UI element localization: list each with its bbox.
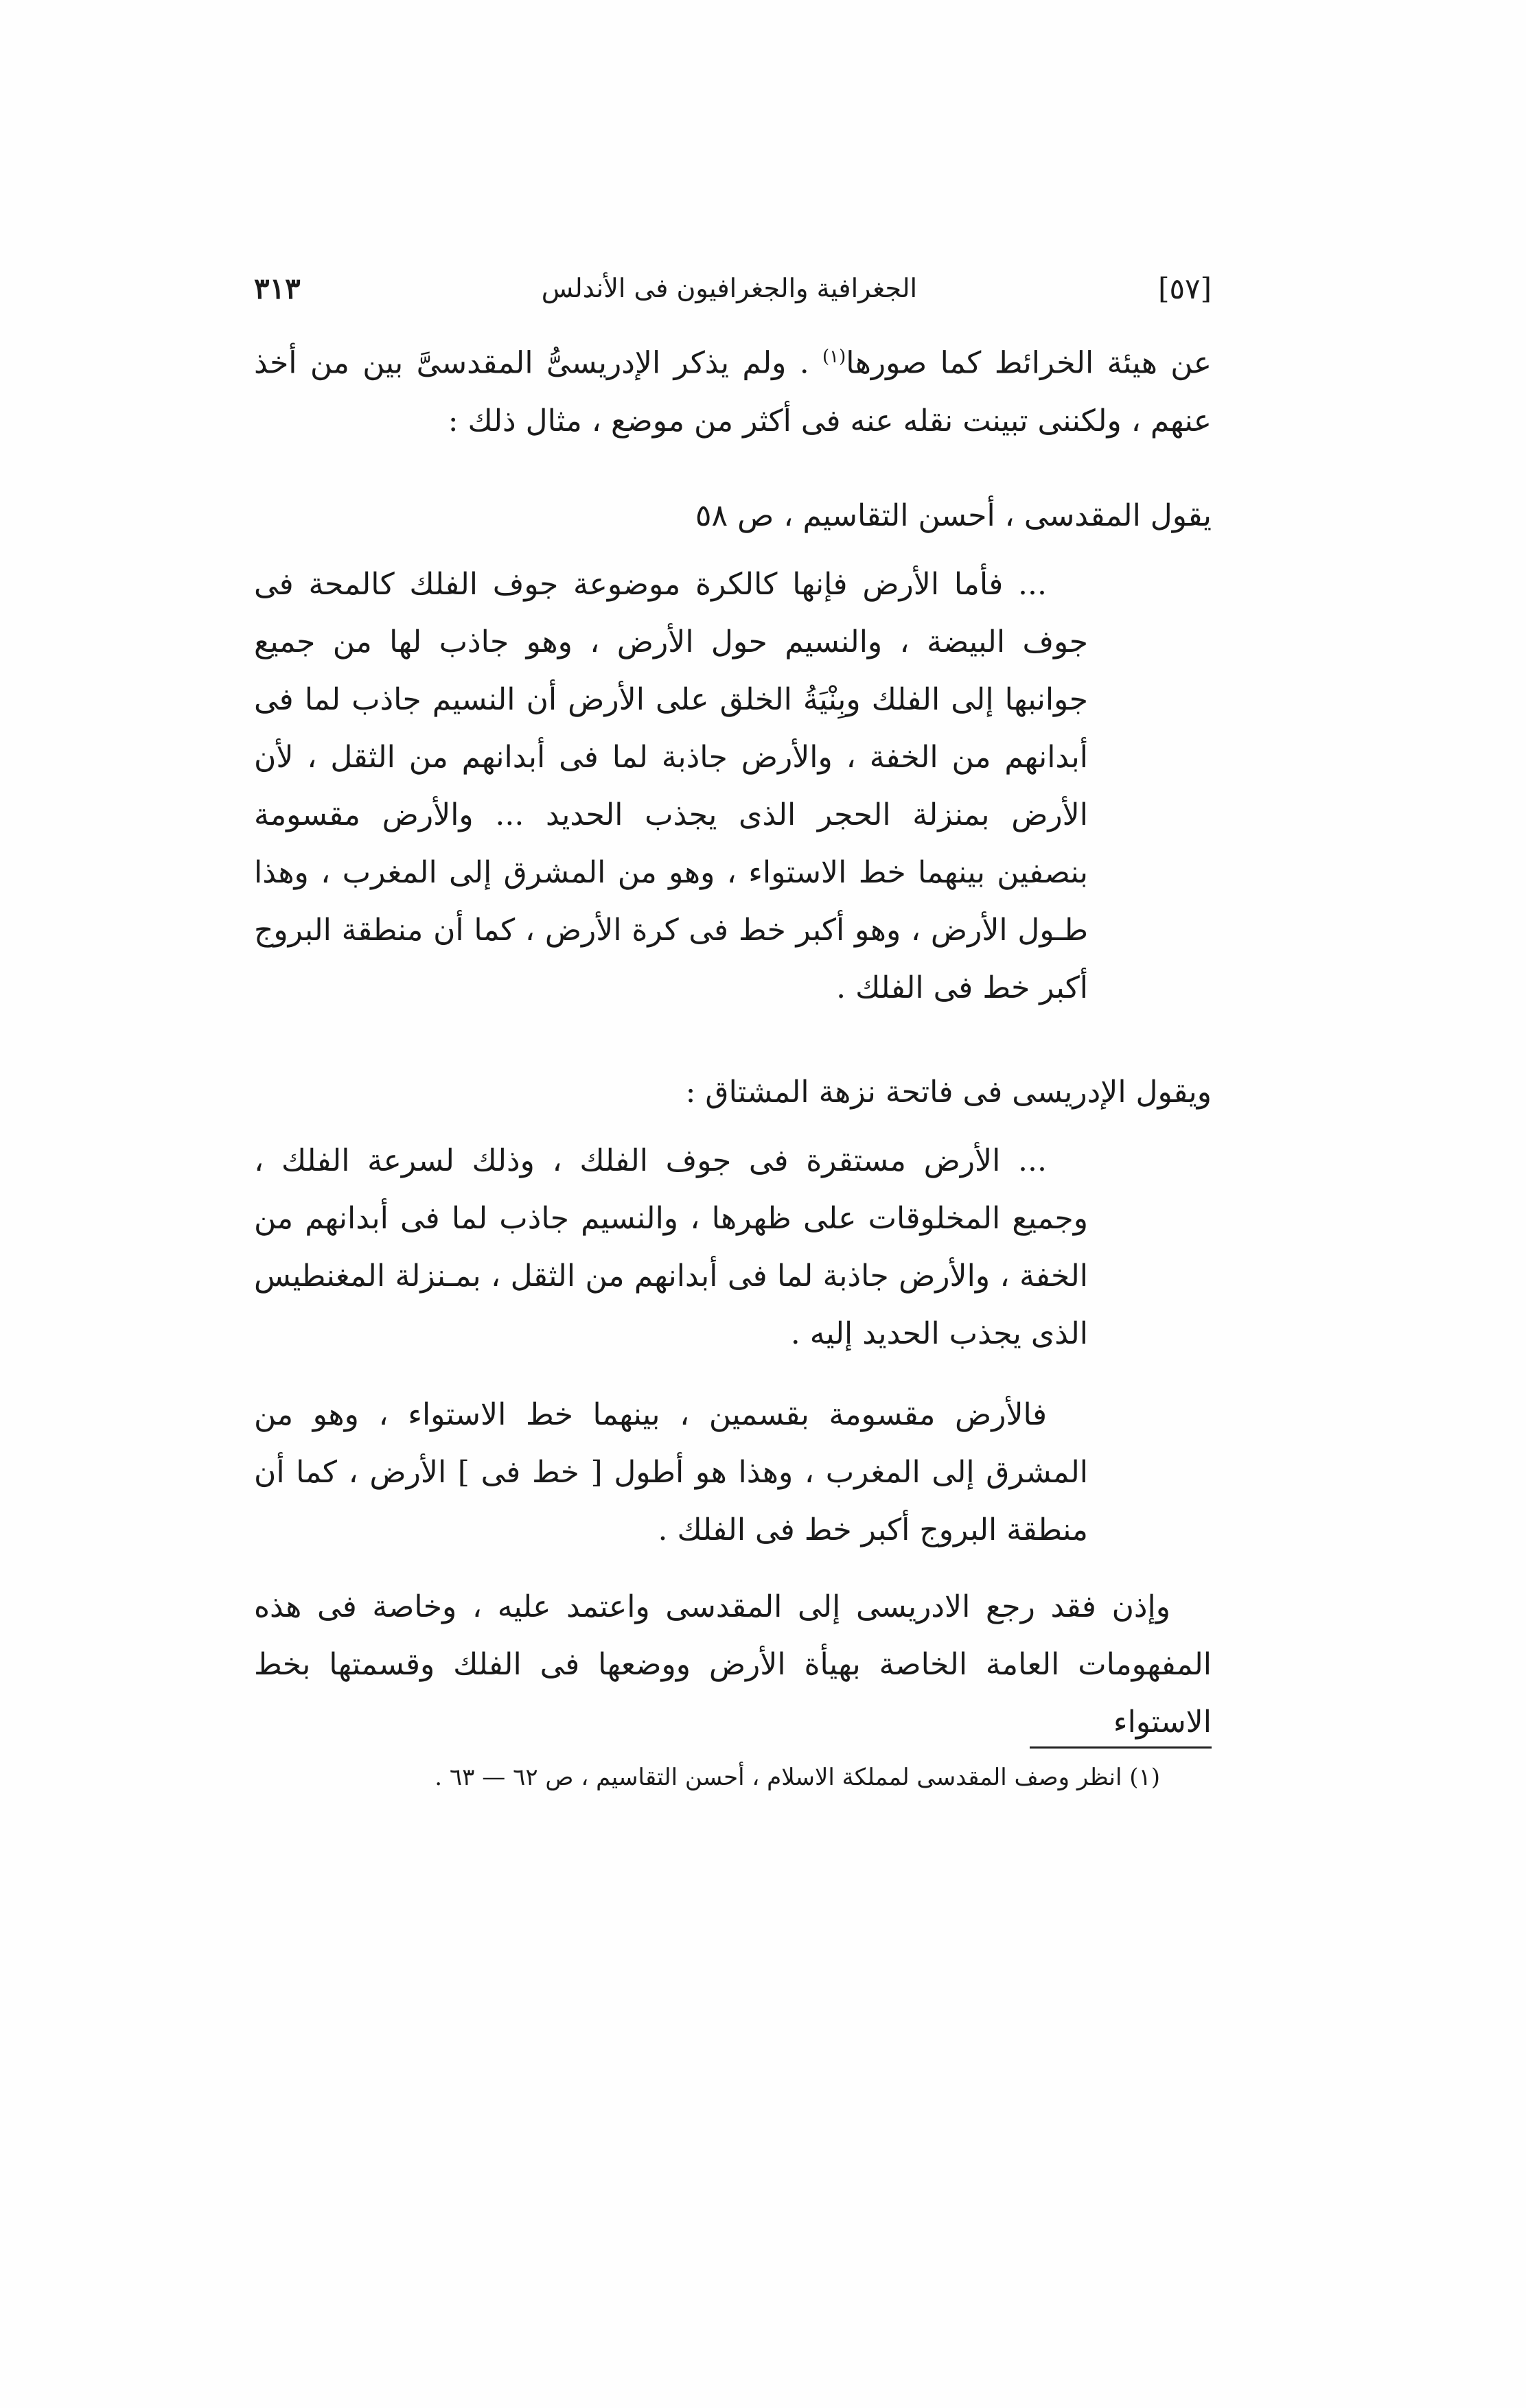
section-number: [٥٧] bbox=[1158, 271, 1212, 305]
quote-idrisi-para2: فالأرض مقسومة بقسمين ، بينهما خط الاستواء ، وهو من المشرق إلى المغرب ، وهذا هو أطول [ خط فى ] الأرض ، كما أن منطقة البروج أكبر خط فى الفلك . bbox=[254, 1397, 1088, 1547]
running-title: الجغرافية والجغرافيون فى الأندلس bbox=[541, 273, 918, 303]
source-label-muqaddasi: يقول المقدسى ، أحسن التقاسيم ، ص ٥٨ bbox=[695, 498, 1212, 533]
conclusion-paragraph: وإذن فقد رجع الادريسى إلى المقدسى واعتمد عليه ، وخاصة فى هذه المفهومات العامة الخاصة بهيأة الأرض ووضعها فى الفلك وقسمتها بخط الاستواء bbox=[254, 1589, 1212, 1740]
footnote-ref-mark: (١) bbox=[822, 347, 846, 367]
intro-text-after-ref: . ولم يذكر الإدريسىُّ المقدسىَّ بين من أخذ عنهم ، ولكننى تبينت نقله عنه فى أكثر من موضع ، مثال ذلك : bbox=[254, 345, 1212, 439]
quote-idrisi-para1: ... الأرض مستقرة فى جوف الفلك ، وذلك لسرعة الفلك ، وجميع المخلوقات على ظهرها ، والنسيم جاذب لما فى أبدانهم من الخفة ، والأرض جاذبة لما فى أبدانهم من الثقل ، بمـنزلة المغنطيس الذى يجذب الحديد إليه . bbox=[254, 1143, 1088, 1351]
quote-muqaddasi: ... فأما الأرض فإنها كالكرة موضوعة جوف الفلك كالمحة فى جوف البيضة ، والنسيم حول الأرض ، وهو جاذب لها من جميع جوانبها إلى الفلك وبِنْيَةُ الخلق على الأرض أن النسيم جاذب لما فى أبدانهم من الخفة ، والأرض جاذبة لما فى أبدانهم من الثقل ، لأن الأرض بمنزلة الحجر الذى يجذب الحديد ... والأرض مقسومة بنصفين بينهما خط الاستواء ، وهو من المشرق إلى المغرب ، وهذا طـول الأرض ، وهو أكبر خط فى كرة الأرض ، كما أن منطقة البروج أكبر خط فى الفلك . bbox=[254, 567, 1088, 1005]
source-label-idrisi: ويقول الإدريسى فى فاتحة نزهة المشتاق : bbox=[685, 1075, 1212, 1110]
intro-paragraph bbox=[254, 328, 1212, 450]
footnote-separator bbox=[1030, 1746, 1212, 1749]
intro-text-before-ref: عن هيئة الخرائط كما صورها bbox=[846, 345, 1212, 381]
page-header bbox=[254, 264, 1212, 312]
footnote: (١) انظر وصف المقدسى لمملكة الاسلام ، أحسن التقاسيم ، ص ٦٢ — ٦٣ . bbox=[435, 1764, 1160, 1791]
page-number: ٣١٣ bbox=[254, 271, 301, 305]
